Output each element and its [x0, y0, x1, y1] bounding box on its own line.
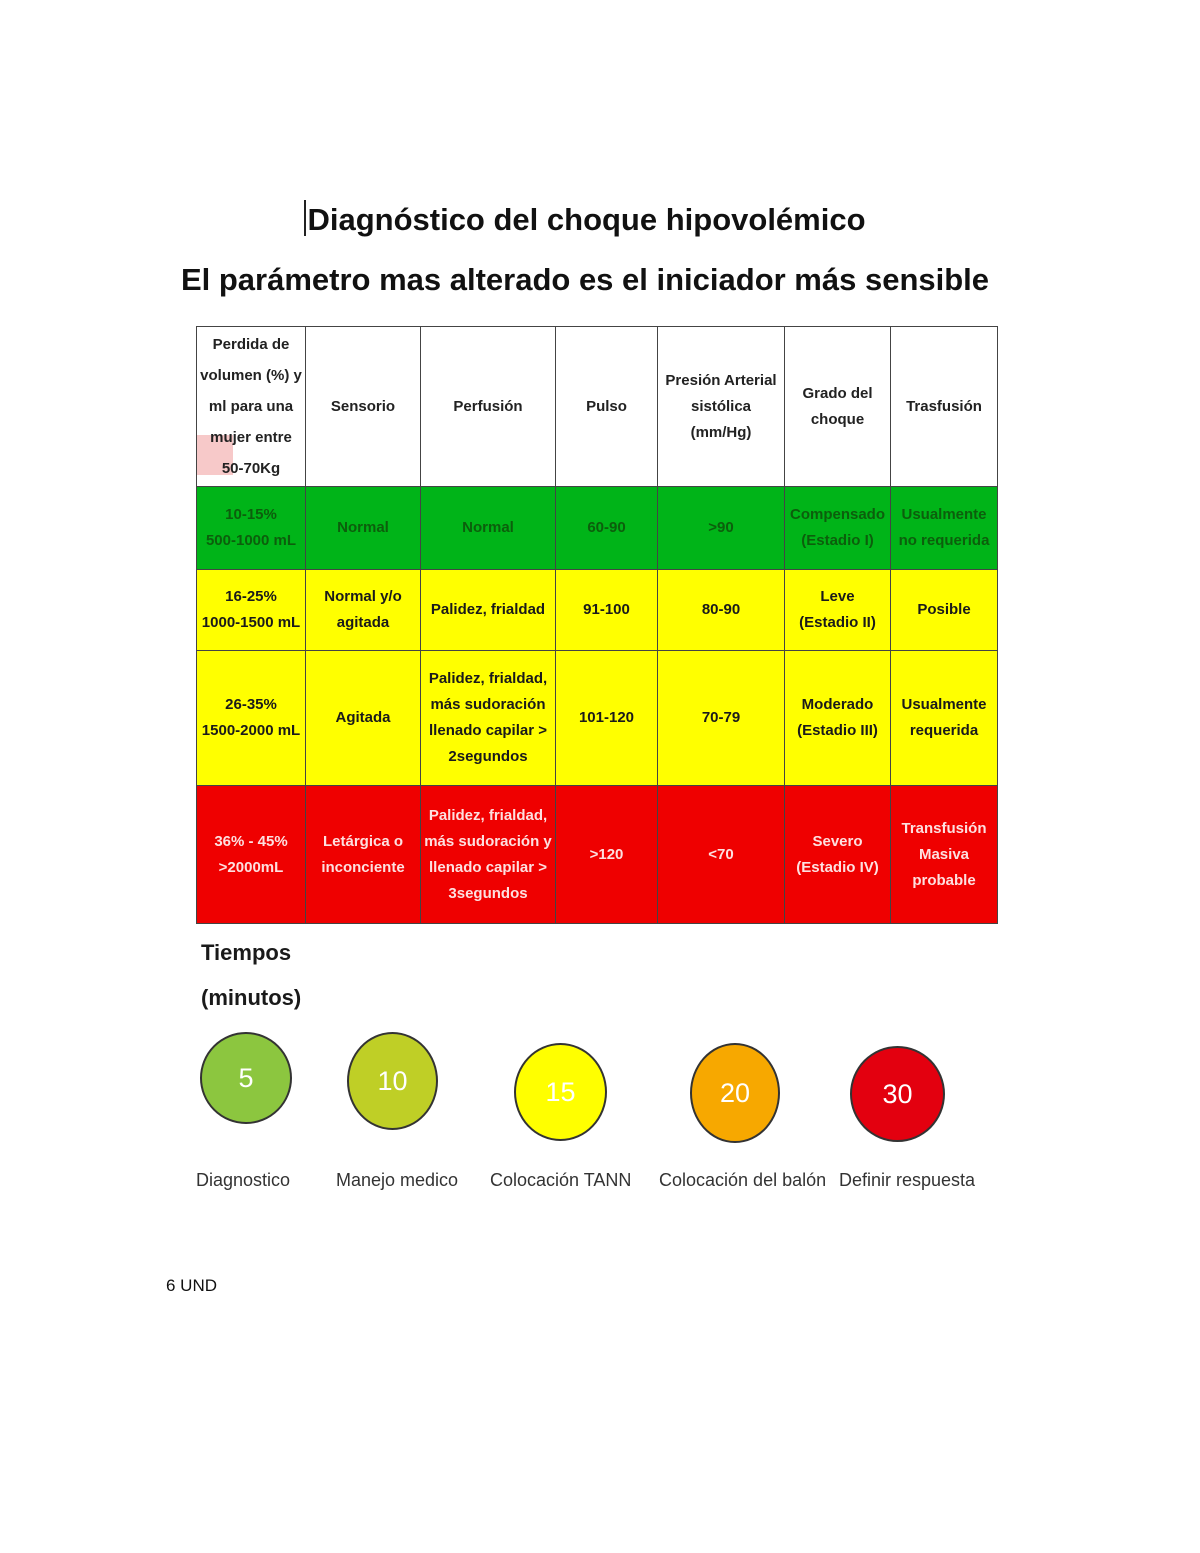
- cell-pulso: 91-100: [556, 570, 658, 651]
- page-subtitle: El parámetro mas alterado es el iniciador más sensible: [180, 262, 990, 297]
- table-row: [197, 487, 998, 570]
- step-label-balon: Colocación del balón: [659, 1170, 827, 1190]
- timeline-circle-10: 10: [347, 1032, 438, 1130]
- cell-pulso: 101-120: [556, 651, 658, 786]
- footer-text: 6 UND: [166, 1276, 218, 1295]
- cell-presion: 80-90: [658, 570, 785, 651]
- table-header-row: [197, 327, 998, 487]
- cell-volume: 16-25% 1000-1500 mL: [197, 570, 306, 651]
- header-pulso: Pulso: [556, 327, 658, 487]
- header-perfusion: Perfusión: [421, 327, 556, 487]
- step-label-tann: Colocación TANN: [490, 1170, 632, 1190]
- cell-pulso: >120: [556, 786, 658, 924]
- cell-perfusion: Palidez, frialdad: [421, 570, 556, 651]
- page-title-text: Diagnóstico del choque hipovolémico: [307, 202, 866, 237]
- cell-sensorio: Agitada: [306, 651, 421, 786]
- header-trasfusion: Trasfusión: [891, 327, 998, 487]
- cell-volume: 10-15% 500-1000 mL: [197, 487, 306, 570]
- step-label-respuesta: Definir respuesta: [839, 1170, 976, 1190]
- header-sensorio: Sensorio: [306, 327, 421, 487]
- header-grado: Grado del choque: [785, 327, 891, 487]
- table-row: [197, 570, 998, 651]
- step-label-diagnostico: Diagnostico: [196, 1170, 291, 1190]
- cell-pulso: 60-90: [556, 487, 658, 570]
- cell-perfusion: Palidez, frialdad, más sudoración y llenado capilar > 3segundos: [421, 786, 556, 924]
- cell-trasfusion: Usualmente requerida: [891, 651, 998, 786]
- table-row: [197, 651, 998, 786]
- page-title: [0, 200, 1170, 238]
- cell-volume: 26-35% 1500-2000 mL: [197, 651, 306, 786]
- cell-presion: >90: [658, 487, 785, 570]
- cell-perfusion: Palidez, frialdad, más sudoración llenado capilar > 2segundos: [421, 651, 556, 786]
- cell-sensorio: Normal y/o agitada: [306, 570, 421, 651]
- table-row: [197, 786, 998, 924]
- header-presion: Presión Arterial sistólica (mm/Hg): [658, 327, 785, 487]
- cell-presion: <70: [658, 786, 785, 924]
- timeline-circle-5: 5: [200, 1032, 292, 1124]
- cell-sensorio: Normal: [306, 487, 421, 570]
- timeline-circle-30: 30: [850, 1046, 945, 1142]
- cell-grado: Severo (Estadio IV): [785, 786, 891, 924]
- tiempos-heading: Tiempos: [201, 940, 292, 965]
- shock-classification-table: [196, 326, 998, 924]
- cell-trasfusion: Posible: [891, 570, 998, 651]
- cell-sensorio: Letárgica o inconciente: [306, 786, 421, 924]
- timeline-circle-15: 15: [514, 1043, 607, 1141]
- tiempos-unit: (minutos): [201, 985, 302, 1010]
- cell-grado: Compensado (Estadio I): [785, 487, 891, 570]
- header-volume-loss: Perdida de volumen (%) y ml para una mujer entre 50-70Kg: [197, 327, 306, 487]
- cell-grado: Leve (Estadio II): [785, 570, 891, 651]
- timeline-circle-20: 20: [690, 1043, 780, 1143]
- cell-perfusion: Normal: [421, 487, 556, 570]
- cell-trasfusion: Transfusión Masiva probable: [891, 786, 998, 924]
- cell-trasfusion: Usualmente no requerida: [891, 487, 998, 570]
- cell-presion: 70-79: [658, 651, 785, 786]
- cell-volume: 36% - 45% >2000mL: [197, 786, 306, 924]
- step-label-manejo: Manejo medico: [336, 1170, 459, 1190]
- cell-grado: Moderado (Estadio III): [785, 651, 891, 786]
